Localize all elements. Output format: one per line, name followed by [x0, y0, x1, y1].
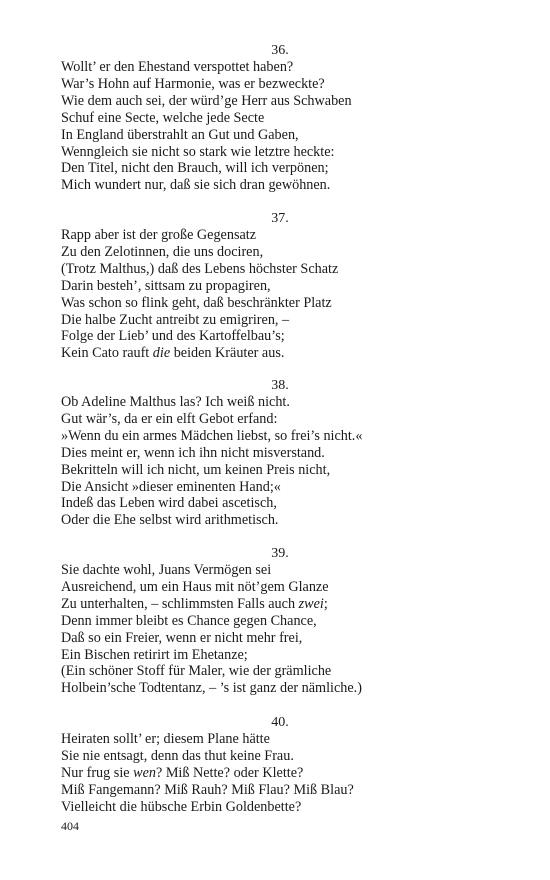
- verse-line: Bekritteln will ich nicht, um keinen Preis nicht,: [61, 461, 331, 478]
- stanza-37: [61, 210, 521, 362]
- verse-line: Darin besteh’, sittsam zu propagiren,: [61, 277, 271, 294]
- verse-line: Heiraten sollt’ er; diesem Plane hätte: [61, 731, 270, 747]
- page-number: 404: [61, 819, 79, 833]
- verse-line: »Wenn du ein armes Mädchen liebst, so frei’s nicht.«: [61, 427, 363, 444]
- verse-line: Wie dem auch sei, der würd’ge Herr aus Schwaben: [61, 92, 352, 109]
- verse-line: Rapp aber ist der große Gegensatz: [61, 227, 257, 243]
- verse-line: Sie dachte wohl, Juans Vermögen sei: [61, 562, 272, 578]
- verse-line: Gut wär’s, da er ein elft Gebot erfand:: [61, 410, 278, 427]
- verse-line: Die Ansicht »dieser eminenten Hand;«: [61, 478, 281, 495]
- stanza-number: 40.: [271, 715, 289, 730]
- italic-word: wen: [133, 764, 156, 781]
- verse-line: Sie nie entsagt, denn das thut keine Frau.: [61, 747, 294, 764]
- verse-line: Denn immer bleibt es Chance gegen Chance,: [61, 612, 317, 629]
- stanza-36: [61, 42, 521, 194]
- verse-line: Mich wundert nur, daß sie sich dran gewöhnen.: [61, 177, 331, 194]
- verse-line: Nur frug sie wen? Miß Nette? oder Klette?: [61, 764, 304, 781]
- verse-line: Dies meint er, wenn ich ihn nicht misverstand.: [61, 444, 325, 461]
- verse-line: Wenngleich sie nicht so stark wie letztre heckte:: [61, 143, 335, 160]
- verse-line: Was schon so flink geht, daß beschränkter Platz: [61, 294, 332, 311]
- stanza-39: [61, 545, 521, 697]
- verse-line: Wollt’ er den Ehestand verspottet haben?: [61, 59, 294, 75]
- verse-line: Schuf eine Secte, welche jede Secte: [61, 109, 265, 126]
- verse-line: Vielleicht die hübsche Erbin Goldenbette?: [61, 798, 302, 815]
- verse-line: Kein Cato rauft die beiden Kräuter aus.: [61, 345, 285, 362]
- verse-line: Indeß das Leben wird dabei ascetisch,: [61, 495, 277, 512]
- stanza-number: 36.: [271, 43, 289, 58]
- stanza-38: [61, 377, 521, 529]
- verse-line: Zu den Zelotinnen, die uns dociren,: [61, 243, 264, 260]
- verse-line: Miß Fangemann? Miß Rauh? Miß Flau? Miß Blau?: [61, 781, 354, 798]
- verse-line: Die halbe Zucht antreibt zu emigriren, –: [61, 311, 290, 328]
- verse-line: Folge der Lieb’ und des Kartoffelbau’s;: [61, 328, 285, 345]
- verse-line: War’s Hohn auf Harmonie, was er bezweckte?: [61, 75, 325, 92]
- verse-line: Ob Adeline Malthus las? Ich weiß nicht.: [61, 394, 290, 410]
- verse-line: Ausreichend, um ein Haus mit nöt’gem Glanze: [61, 578, 329, 595]
- stanza-40: [61, 714, 521, 816]
- verse-line: (Ein schöner Stoff für Maler, wie der grämliche: [61, 663, 332, 680]
- verse-line: Ein Bischen retirirt im Ehetanze;: [61, 646, 248, 663]
- verse-line: Oder die Ehe selbst wird arithmetisch.: [61, 512, 279, 529]
- stanza-number: 38.: [271, 378, 289, 393]
- verse-line: Holbein’sche Todtentanz, – ’s ist ganz der nämliche.): [61, 680, 362, 697]
- stanza-number: 37.: [271, 211, 289, 226]
- italic-word: zwei: [298, 595, 324, 612]
- verse-line: Daß so ein Freier, wenn er nicht mehr frei,: [61, 629, 303, 646]
- verse-line: Zu unterhalten, – schlimmsten Falls auch zwei;: [61, 595, 328, 612]
- verse-line: Den Titel, nicht den Brauch, will ich verpönen;: [61, 160, 329, 177]
- stanza-number: 39.: [271, 546, 289, 561]
- verse-line: (Trotz Malthus,) daß des Lebens höchster Schatz: [61, 260, 339, 277]
- verse-line: In England überstrahlt an Gut und Gaben,: [61, 126, 299, 143]
- italic-word: die: [152, 345, 171, 362]
